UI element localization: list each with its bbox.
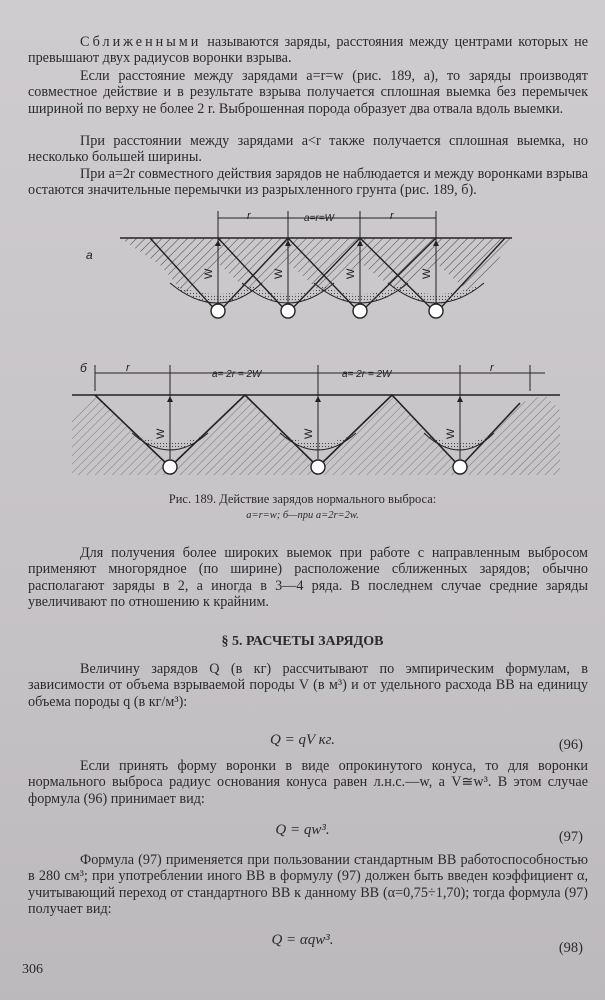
- paragraph-8: Формула (97) применяется при пользовании стандартным ВВ работоспособностью в 280 см³; при употреблении иного ВВ в формулу (97) должен быть введен коэффициент α, учитывающий переход от стандартного ВВ к данному ВВ (α=0,75÷1,70); тогда формула (97) получает вид:: [28, 852, 588, 918]
- paragraph-2: Если расстояние между зарядами a=r=w (рис. 189, a), то заряды производят совместное действие и в результате взрыва получается сплошная выемка без перемычек шириной по верху не более 2 r. Выброшенная порода образует два отвала вдоль выемки.: [28, 68, 588, 117]
- dim-r-right: r: [390, 210, 394, 222]
- paragraph-5: Для получения более широких выемок при работе с направленным выбросом применяют многорядное (по ширине) расположение сближенных зарядов; обычно располагают заряды в 2, а иногда в 3—4 ряда. В последнем случае средние заряды увеличивают по отношению к крайним.: [28, 545, 588, 611]
- paragraph-7: Если принять форму воронки в виде опрокинутого конуса, то для воронки нормального выброса радиус основания конуса равен л.н.с.—w, а V≅w³. В этом случае формула (96) принимает вид:: [28, 758, 588, 807]
- emphasis-term: Сближенными: [80, 34, 202, 50]
- equation-number-97: (97): [558, 829, 583, 845]
- figure-189: [0, 205, 605, 505]
- w-mark: W: [303, 428, 315, 439]
- paragraph-6: Величину зарядов Q (в кг) рассчитывают по эмпирическим формулам, в зависимости от объема взрываемой породы V (в м³) и от удельного расхода ВВ на единицу объема породы q (в кг/м³):: [28, 661, 588, 710]
- paragraph-4: При a=2r совместного действия зарядов не наблюдается и между воронками взрыва остаются значительные перемычки из разрыхленного грунта (рис. 189, б).: [28, 166, 588, 199]
- charges-a: [211, 304, 443, 318]
- figure-label-b: б: [80, 361, 87, 375]
- dim-a-top: a=r=W: [304, 213, 335, 224]
- w-mark: W: [421, 268, 433, 279]
- w-mark: W: [273, 268, 285, 279]
- figure-label-a: a: [86, 248, 93, 262]
- page-number: 306: [22, 962, 43, 977]
- dim-r-right-b: r: [490, 362, 494, 374]
- formula-98: Q = αqw³.: [271, 932, 334, 948]
- figure-caption: Рис. 189. Действие зарядов нормального выброса: a=r=w; б—при a=2r=2w.: [168, 492, 437, 521]
- formula-96: Q = qV кг.: [269, 732, 336, 748]
- formula-97: Q = qw³.: [275, 822, 330, 838]
- w-mark: W: [155, 428, 167, 439]
- w-mark: W: [345, 268, 357, 279]
- paragraph-1: Сближенными называются заряды, расстояния между центрами которых не превышают двух радиусов воронки взрыва.: [28, 34, 588, 67]
- dim-a-bottom-2: a= 2r = 2W: [342, 369, 392, 380]
- paragraph-3: При расстоянии между зарядами a<r также получается сплошная выемка, но несколько большей ширины.: [28, 133, 588, 166]
- dim-r-left-b: r: [126, 362, 130, 374]
- figure-caption-sub: a=r=w; б—при a=2r=2w.: [246, 510, 359, 521]
- dim-r-left: r: [247, 210, 251, 222]
- dim-a-bottom-1: a= 2r = 2W: [212, 369, 262, 380]
- w-mark: W: [445, 428, 457, 439]
- section-title: § 5. РАСЧЕТЫ ЗАРЯДОВ: [221, 634, 384, 649]
- equation-number-98: (98): [558, 940, 583, 956]
- equation-number-96: (96): [558, 737, 583, 753]
- w-mark: W: [203, 268, 215, 279]
